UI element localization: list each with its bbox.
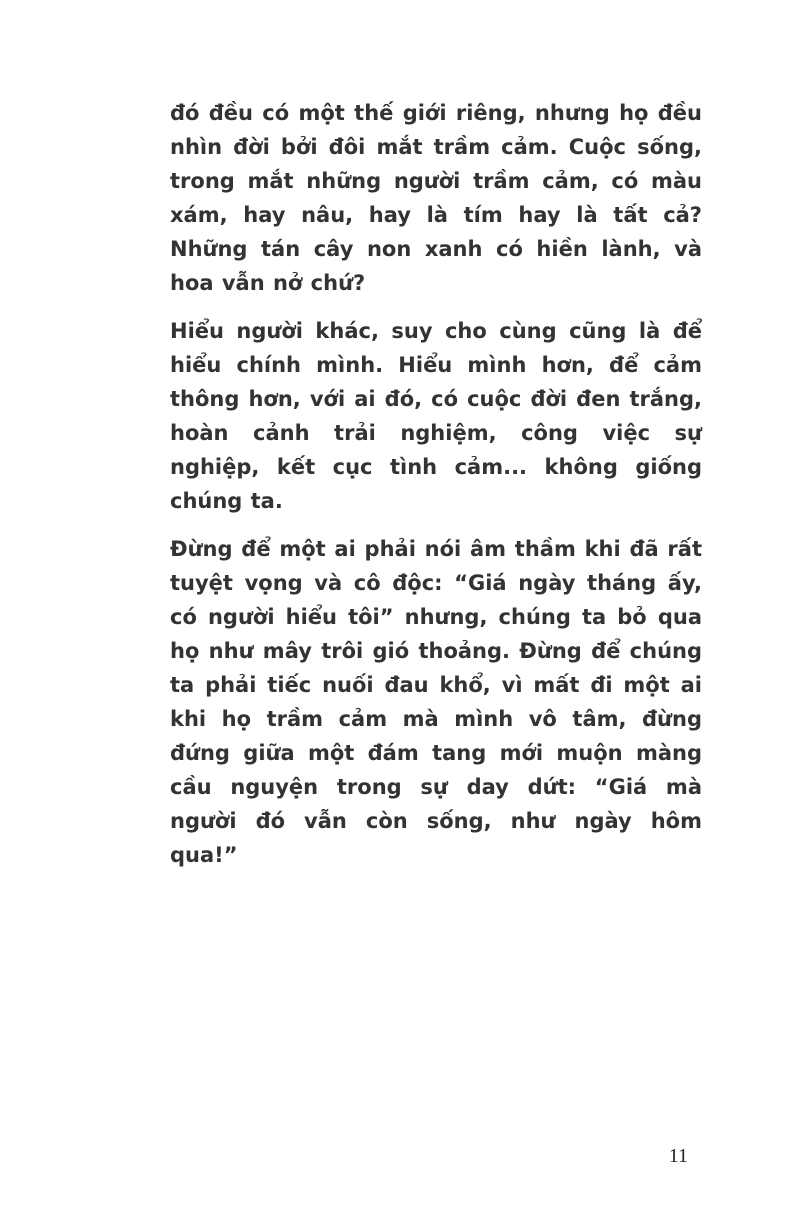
page-number: 11	[668, 1145, 688, 1167]
paragraph: Đừng để một ai phải nói âm thầm khi đã rất tuyệt vọng và cô độc: “Giá ngày tháng ấy, có người hiểu tôi” nhưng, chúng ta bỏ qua họ như mây trôi gió thoảng. Đừng để chúng ta phải tiếc nuối đau khổ, vì mất đi một ai khi họ trầm cảm mà mình vô tâm, đừng đứng giữa một đám tang mới muộn màng cầu nguyện trong sự day dứt: “Giá mà người đó vẫn còn sống, như ngày hôm qua!”	[170, 537, 702, 867]
paragraph: Hiểu người khác, suy cho cùng cũng là để hiểu chính mình. Hiểu mình hơn, để cảm thông hơn, với ai đó, có cuộc đời đen trắng, hoàn cảnh trải nghiệm, công việc sự nghiệp, kết cục tình cảm... không giống chúng ta.	[170, 319, 702, 513]
text-block	[170, 96, 702, 872]
paragraph: đó đều có một thế giới riêng, nhưng họ đều nhìn đời bởi đôi mắt trầm cảm. Cuộc sống, trong mắt những người trầm cảm, có màu xám, hay nâu, hay là tím hay là tất cả? Những tán cây non xanh có hiền lành, và hoa vẫn nở chứ?	[170, 101, 702, 295]
